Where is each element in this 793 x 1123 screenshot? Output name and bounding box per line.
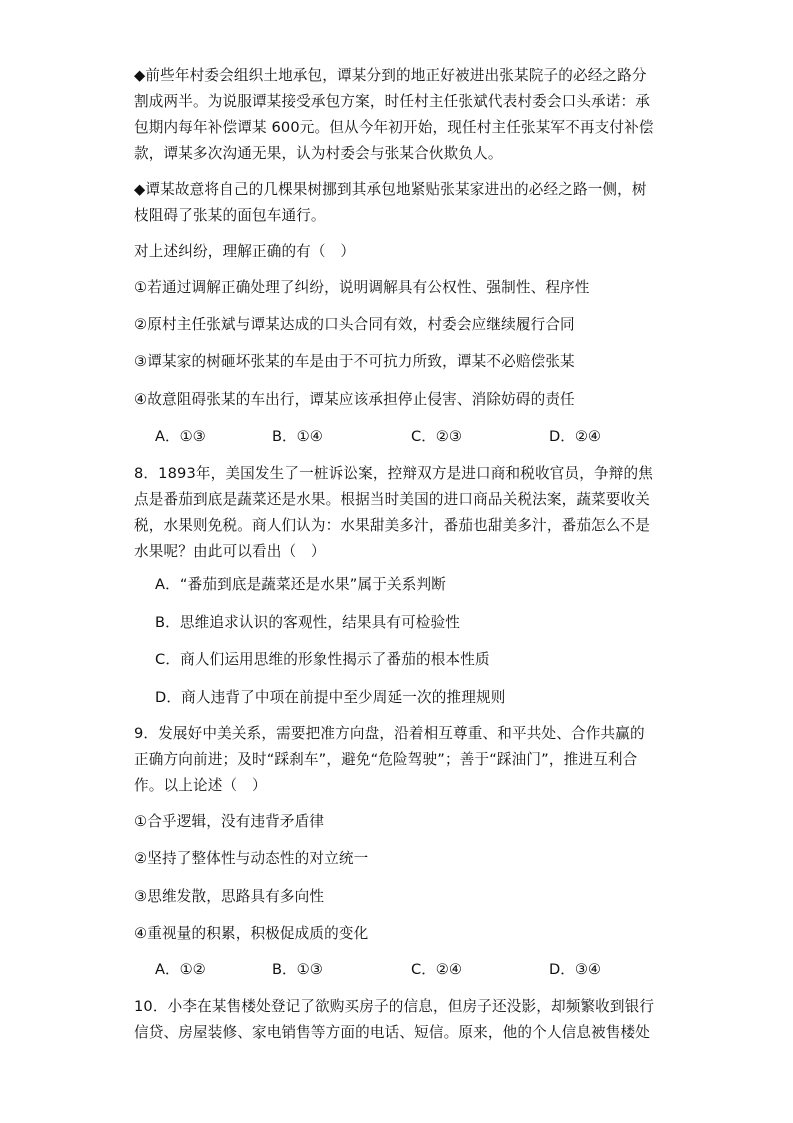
answer-option: A．①③ bbox=[155, 428, 206, 445]
text-line: 9．发展好中美关系，需要把准方向盘，沿着相互尊重、和平共处、合作共赢的 bbox=[134, 725, 645, 742]
answer-option: C．②③ bbox=[411, 428, 462, 445]
text-line: ①合乎逻辑，没有违背矛盾律 bbox=[134, 813, 325, 830]
text-line: 点是番茄到底是蔬菜还是水果。根据当时美国的进口商品关税法案，蔬菜要收关 bbox=[134, 491, 651, 508]
answer-option: B．①③ bbox=[272, 961, 323, 978]
answer-option: D．②④ bbox=[549, 428, 601, 445]
text-line: C．商人们运用思维的形象性揭示了番茄的根本性质 bbox=[155, 651, 490, 668]
text-line: 10．小李在某售楼处登记了欲购买房子的信息，但房子还没影，却频繁收到银行 bbox=[134, 998, 655, 1015]
text-line: ②原村主任张斌与谭某达成的口头合同有效，村委会应继续履行合同 bbox=[134, 316, 575, 333]
text-line: ④故意阻碍张某的车出行，谭某应该承担停止侵害、消除妨碍的责任 bbox=[134, 391, 575, 408]
text-line: ④重视量的积累，积极促成质的变化 bbox=[134, 925, 369, 942]
text-line: ③谭某家的树砸坏张某的车是由于不可抗力所致，谭某不必赔偿张某 bbox=[134, 353, 575, 370]
text-line: 款，谭某多次沟通无果，认为村委会与张某合伙欺负人。 bbox=[134, 145, 503, 162]
answer-option: A．①② bbox=[155, 961, 206, 978]
text-line: ③思维发散，思路具有多向性 bbox=[134, 888, 325, 905]
answer-option: D．③④ bbox=[549, 961, 601, 978]
text-line: ◆前些年村委会组织土地承包，谭某分到的地正好被进出张某院子的必经之路分 bbox=[134, 67, 647, 84]
text-line: ◆谭某故意将自己的几棵果树挪到其承包地紧贴张某家进出的必经之路一侧，树 bbox=[134, 181, 647, 198]
text-line: 水果呢？由此可以看出（ ） bbox=[134, 543, 326, 560]
text-line: ②坚持了整体性与动态性的对立统一 bbox=[134, 850, 369, 867]
text-line: B．思维追求认识的客观性，结果具有可检验性 bbox=[155, 614, 461, 631]
text-line: 8．1893年，美国发生了一桩诉讼案，控辩双方是进口商和税收官员，争辩的焦 bbox=[134, 465, 653, 482]
answer-option: C．②④ bbox=[411, 961, 462, 978]
text-line: 税，水果则免税。商人们认为：水果甜美多汁，番茄也甜美多汁，番茄怎么不是 bbox=[134, 517, 651, 534]
answer-option: B．①④ bbox=[272, 428, 323, 445]
text-line: D．商人违背了中项在前提中至少周延一次的推理规则 bbox=[155, 689, 506, 706]
text-line: ①若通过调解正确处理了纠纷，说明调解具有公权性、强制性、程序性 bbox=[134, 279, 590, 296]
text-line: 对上述纠纷，理解正确的有（ ） bbox=[134, 243, 356, 260]
text-line: 正确方向前进；及时“踩刹车”，避免“危险驾驶”；善于“踩油门”，推进互利合 bbox=[134, 751, 638, 768]
text-line: 割成两半。为说服谭某接受承包方案，时任村主任张斌代表村委会口头承诺：承 bbox=[134, 93, 651, 110]
text-line: A．“番茄到底是蔬菜还是水果”属于关系判断 bbox=[155, 576, 446, 593]
text-line: 信贷、房屋装修、家电销售等方面的电话、短信。原来，他的个人信息被售楼处 bbox=[134, 1024, 651, 1041]
text-line: 包期内每年补偿谭某 600元。但从今年初开始，现任村主任张某军不再支付补偿 bbox=[134, 119, 654, 136]
text-line: 作。以上论述（ ） bbox=[134, 777, 267, 794]
text-line: 枝阻碍了张某的面包车通行。 bbox=[134, 207, 326, 224]
